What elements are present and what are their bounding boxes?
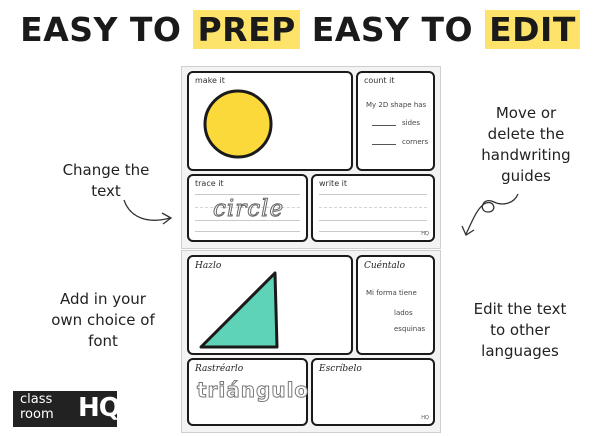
cuentalo-box — [356, 255, 435, 355]
rastrearlo-box — [187, 358, 308, 426]
headline-part-3: EASY TO — [311, 10, 474, 49]
make-it-box — [187, 71, 353, 171]
cuentalo-label: Cuéntalo — [364, 261, 406, 271]
headline-part-2-highlight: PREP — [193, 10, 299, 49]
headline-part-1: EASY TO — [20, 10, 182, 49]
trace-word: circle — [213, 196, 285, 222]
trace-word-es: triángulo — [197, 378, 310, 402]
write-it-box — [311, 174, 435, 242]
callout-font-choice: Add in your own choice of font — [51, 290, 155, 350]
handwriting-guide — [319, 220, 427, 221]
callout-change-text: Change the text — [62, 161, 150, 200]
count-it-box — [356, 71, 435, 171]
handwriting-guide — [195, 231, 300, 232]
headline — [0, 10, 600, 49]
handwriting-guide — [319, 194, 427, 195]
count-prompt-es: Mi forma tiene — [366, 289, 417, 297]
handwriting-guide — [319, 231, 427, 232]
worksheet-english — [181, 66, 441, 249]
logo-line-1: class — [20, 392, 53, 407]
handwriting-guide — [319, 207, 427, 208]
make-it-label: make it — [195, 76, 225, 85]
logo-mark: HQ — [78, 393, 120, 423]
write-it-label: write it — [319, 179, 348, 188]
sides-label: sides — [402, 119, 420, 127]
corners-label: corners — [402, 138, 429, 146]
escribelo-label: Escríbelo — [319, 364, 362, 374]
callout-move-guides: Move or delete the handwriting guides — [481, 104, 571, 185]
trace-it-box — [187, 174, 308, 242]
circle-shape — [201, 87, 275, 161]
sides-blank[interactable] — [372, 125, 396, 126]
esquinas-label: esquinas — [394, 325, 426, 333]
hazlo-label: Hazlo — [195, 261, 222, 271]
count-it-label: count it — [364, 76, 395, 85]
count-prompt: My 2D shape has — [366, 101, 427, 109]
callout-edit-languages: Edit the text to other languages — [473, 300, 567, 360]
hazlo-box — [187, 255, 353, 355]
escribelo-box — [311, 358, 435, 426]
hq-mark: HQ — [421, 231, 429, 237]
headline-part-4-highlight: EDIT — [485, 10, 580, 49]
triangle-shape — [197, 269, 281, 353]
hq-mark: HQ — [421, 415, 429, 421]
worksheet-spanish — [181, 250, 441, 433]
corners-blank[interactable] — [372, 144, 396, 145]
handwriting-guide — [195, 194, 300, 195]
rastrearlo-label: Rastréarlo — [195, 364, 244, 374]
trace-it-label: trace it — [195, 179, 224, 188]
arrow-left-icon — [118, 196, 180, 230]
lados-label: lados — [394, 309, 413, 317]
classroomhq-logo — [13, 391, 120, 427]
arrow-loop-icon — [458, 190, 524, 242]
logo-line-2: room — [20, 407, 54, 422]
